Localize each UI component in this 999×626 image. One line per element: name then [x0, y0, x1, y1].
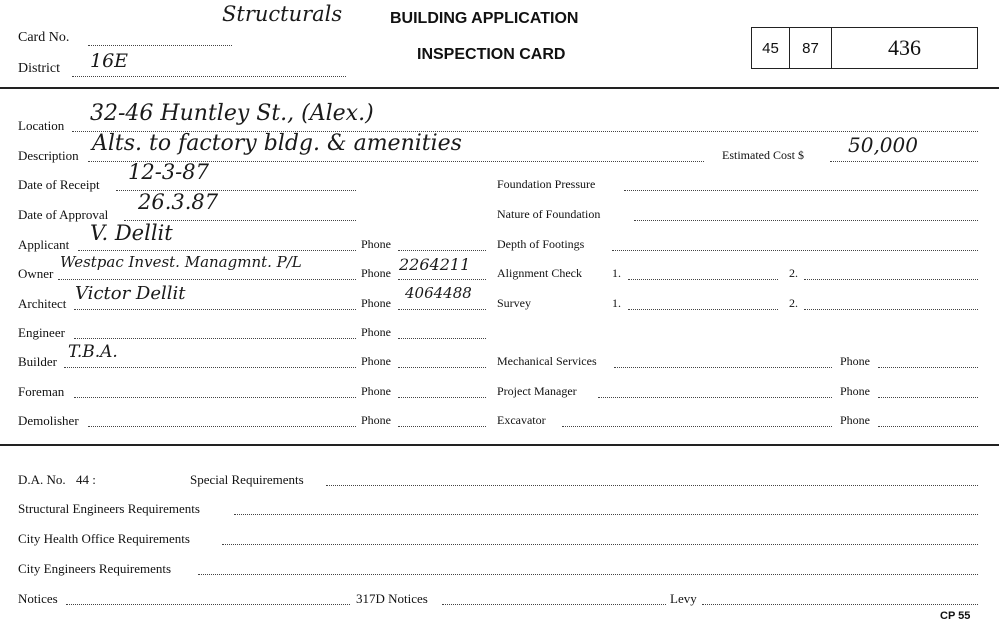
- box-month: [790, 28, 832, 68]
- owner-value: Westpac Invest. Managmnt. P/L: [60, 253, 302, 271]
- foreman-phone-label: Phone: [361, 384, 391, 398]
- notices-317d-label: 317D Notices: [356, 591, 428, 606]
- excavator-phone-label: Phone: [840, 413, 870, 427]
- title-line1: BUILDING APPLICATION: [390, 10, 579, 27]
- builder-value: T.B.A.: [68, 342, 118, 362]
- depth-footings-label: Depth of Footings: [497, 237, 585, 251]
- levy-field[interactable]: [702, 604, 978, 605]
- architect-value: Victor Dellit: [75, 283, 186, 304]
- structural-req-label: Structural Engineers Requirements: [18, 501, 200, 516]
- architect-phone-field[interactable]: [398, 309, 486, 310]
- owner-phone-label: Phone: [361, 266, 391, 280]
- box-year: [752, 28, 790, 68]
- card-number-boxes: [751, 27, 978, 69]
- notices-field[interactable]: [66, 604, 350, 605]
- health-req-field[interactable]: [222, 544, 978, 545]
- description-label: Description: [18, 148, 79, 163]
- alignment-num2: 2.: [789, 266, 798, 280]
- applicant-phone-field[interactable]: [398, 250, 486, 251]
- card-no-field[interactable]: [88, 45, 232, 46]
- foreman-field[interactable]: [74, 397, 356, 398]
- survey-field-1[interactable]: [628, 309, 778, 310]
- excavator-label: Excavator: [497, 413, 546, 427]
- builder-label: Builder: [18, 354, 57, 369]
- special-req-label: Special Requirements: [190, 472, 304, 487]
- builder-phone-field[interactable]: [398, 367, 486, 368]
- project-manager-phone-field[interactable]: [878, 397, 978, 398]
- card-no-label: Card No.: [18, 30, 70, 45]
- foreman-label: Foreman: [18, 384, 65, 399]
- architect-label: Architect: [18, 296, 67, 311]
- divider-top: [0, 87, 999, 89]
- engineer-label: Engineer: [18, 325, 65, 340]
- applicant-label: Applicant: [18, 237, 70, 252]
- depth-footings-field[interactable]: [612, 250, 978, 251]
- builder-phone-label: Phone: [361, 354, 391, 368]
- estimated-cost-field[interactable]: [830, 161, 978, 162]
- date-receipt-label: Date of Receipt: [18, 177, 100, 192]
- engineer-field[interactable]: [74, 338, 356, 339]
- demolisher-phone-field[interactable]: [398, 426, 486, 427]
- box-number-value: 436: [888, 35, 921, 60]
- district-label: District: [18, 61, 60, 76]
- engineer-phone-label: Phone: [361, 325, 391, 339]
- handwritten-note: Structurals: [222, 2, 343, 26]
- city-eng-req-field[interactable]: [198, 574, 978, 575]
- owner-phone-field[interactable]: [398, 279, 486, 280]
- demolisher-phone-label: Phone: [361, 413, 391, 427]
- notices-label: Notices: [18, 591, 58, 606]
- alignment-check-field-2[interactable]: [804, 279, 978, 280]
- builder-field[interactable]: [64, 367, 356, 368]
- project-manager-field[interactable]: [598, 397, 832, 398]
- city-eng-req-label: City Engineers Requirements: [18, 561, 172, 576]
- da-no-value: 44 :: [76, 472, 96, 487]
- box-number: [832, 28, 977, 68]
- engineer-phone-field[interactable]: [398, 338, 486, 339]
- project-manager-label: Project Manager: [497, 384, 577, 398]
- survey-field-2[interactable]: [804, 309, 978, 310]
- alignment-check-field-1[interactable]: [628, 279, 778, 280]
- owner-label: Owner: [18, 266, 54, 281]
- date-approval-label: Date of Approval: [18, 207, 109, 222]
- description-value: Alts. to factory bldg. & amenities: [92, 131, 462, 156]
- nature-foundation-field[interactable]: [634, 220, 978, 221]
- divider-bottom: [0, 444, 999, 446]
- mechanical-field[interactable]: [614, 367, 832, 368]
- mechanical-phone-label: Phone: [840, 354, 870, 368]
- foreman-phone-field[interactable]: [398, 397, 486, 398]
- title-line2: INSPECTION CARD: [417, 46, 566, 63]
- excavator-field[interactable]: [562, 426, 832, 427]
- architect-phone-label: Phone: [361, 296, 391, 310]
- alignment-check-label: Alignment Check: [497, 266, 582, 280]
- applicant-value: V. Dellit: [90, 221, 173, 245]
- architect-field[interactable]: [74, 309, 356, 310]
- nature-foundation-label: Nature of Foundation: [497, 207, 601, 221]
- demolisher-label: Demolisher: [18, 413, 79, 428]
- levy-label: Levy: [670, 591, 697, 606]
- mechanical-phone-field[interactable]: [878, 367, 978, 368]
- owner-field[interactable]: [58, 279, 356, 280]
- mechanical-label: Mechanical Services: [497, 354, 597, 368]
- foundation-pressure-label: Foundation Pressure: [497, 177, 596, 191]
- da-no-label: D.A. No.: [18, 472, 66, 487]
- owner-phone-value: 2264211: [399, 255, 471, 274]
- applicant-field[interactable]: [78, 250, 356, 251]
- survey-label: Survey: [497, 296, 531, 310]
- box-year-value: 45: [762, 39, 779, 57]
- estimated-cost-label: Estimated Cost $: [722, 148, 804, 162]
- notices-317d-field[interactable]: [442, 604, 666, 605]
- survey-num1: 1.: [612, 296, 621, 310]
- date-receipt-value: 12-3-87: [128, 160, 209, 184]
- location-value: 32-46 Huntley St., (Alex.): [90, 101, 374, 126]
- applicant-phone-label: Phone: [361, 237, 391, 251]
- district-field[interactable]: [72, 76, 346, 77]
- form-code: CP 55: [940, 610, 971, 622]
- date-approval-value: 26.3.87: [138, 190, 219, 214]
- survey-num2: 2.: [789, 296, 798, 310]
- demolisher-field[interactable]: [88, 426, 356, 427]
- district-value: 16E: [90, 50, 129, 72]
- excavator-phone-field[interactable]: [878, 426, 978, 427]
- alignment-num1: 1.: [612, 266, 621, 280]
- estimated-cost-value: 50,000: [848, 133, 918, 157]
- project-manager-phone-label: Phone: [840, 384, 870, 398]
- foundation-pressure-field[interactable]: [624, 190, 978, 191]
- structural-req-field[interactable]: [234, 514, 978, 515]
- box-month-value: 87: [802, 39, 819, 57]
- special-req-field[interactable]: [326, 485, 978, 486]
- health-req-label: City Health Office Requirements: [18, 531, 190, 546]
- architect-phone-value: 4064488: [405, 284, 472, 302]
- location-label: Location: [18, 118, 65, 133]
